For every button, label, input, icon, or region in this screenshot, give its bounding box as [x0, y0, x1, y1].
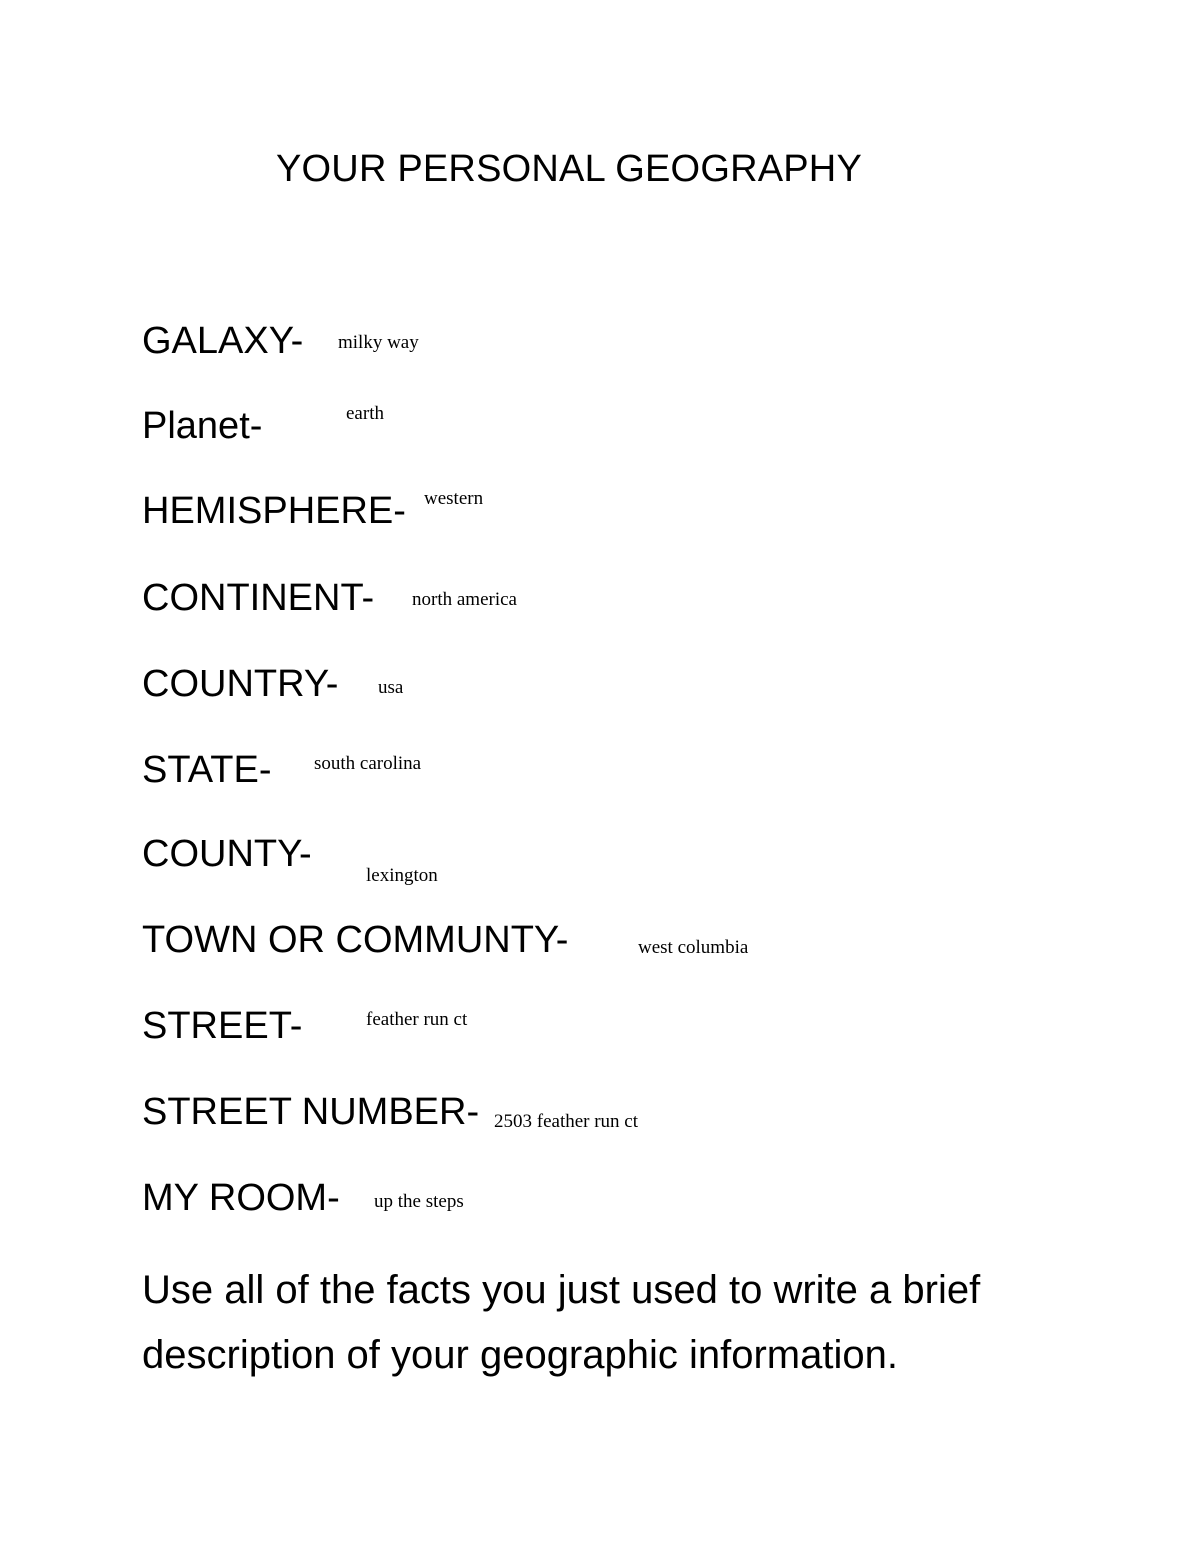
field-my-room [0, 1177, 1200, 1247]
instruction-line: description of your geographic information. [142, 1333, 898, 1377]
field-label: STREET- [142, 1005, 303, 1047]
field-answer: lexington [366, 865, 438, 886]
field-label: COUNTRY- [142, 663, 339, 705]
field-answer: western [424, 488, 484, 509]
field-label: COUNTY- [142, 833, 312, 875]
field-answer: earth [346, 403, 384, 424]
field-label: STATE- [142, 749, 272, 791]
field-county [0, 833, 1200, 903]
field-answer: milky way [338, 332, 419, 353]
field-country [0, 663, 1200, 733]
field-label: Planet- [142, 405, 263, 447]
field-answer: usa [378, 677, 404, 698]
field-state [0, 749, 1200, 819]
instruction-paragraph [142, 1258, 1102, 1388]
field-answer: south carolina [314, 753, 422, 774]
field-label: MY ROOM- [142, 1177, 340, 1219]
field-answer: north america [412, 589, 517, 610]
field-answer: feather run ct [366, 1009, 468, 1030]
page-title: YOUR PERSONAL GEOGRAPHY [276, 148, 862, 190]
field-hemisphere [0, 490, 1200, 560]
field-street-number [0, 1091, 1200, 1161]
field-street [0, 1005, 1200, 1075]
field-label: HEMISPHERE- [142, 490, 406, 532]
field-label: GALAXY- [142, 320, 304, 362]
field-label: CONTINENT- [142, 577, 375, 619]
field-planet [0, 405, 1200, 475]
field-label: TOWN OR COMMUNTY- [142, 919, 569, 961]
field-label: STREET NUMBER- [142, 1091, 480, 1133]
field-town-or-community [0, 919, 1200, 989]
field-answer: up the steps [374, 1191, 464, 1212]
field-continent [0, 577, 1200, 647]
field-answer: 2503 feather run ct [494, 1111, 639, 1132]
field-galaxy [0, 320, 1200, 390]
field-answer: west columbia [638, 937, 749, 958]
instruction-line: Use all of the facts you just used to write a brief [142, 1268, 981, 1312]
